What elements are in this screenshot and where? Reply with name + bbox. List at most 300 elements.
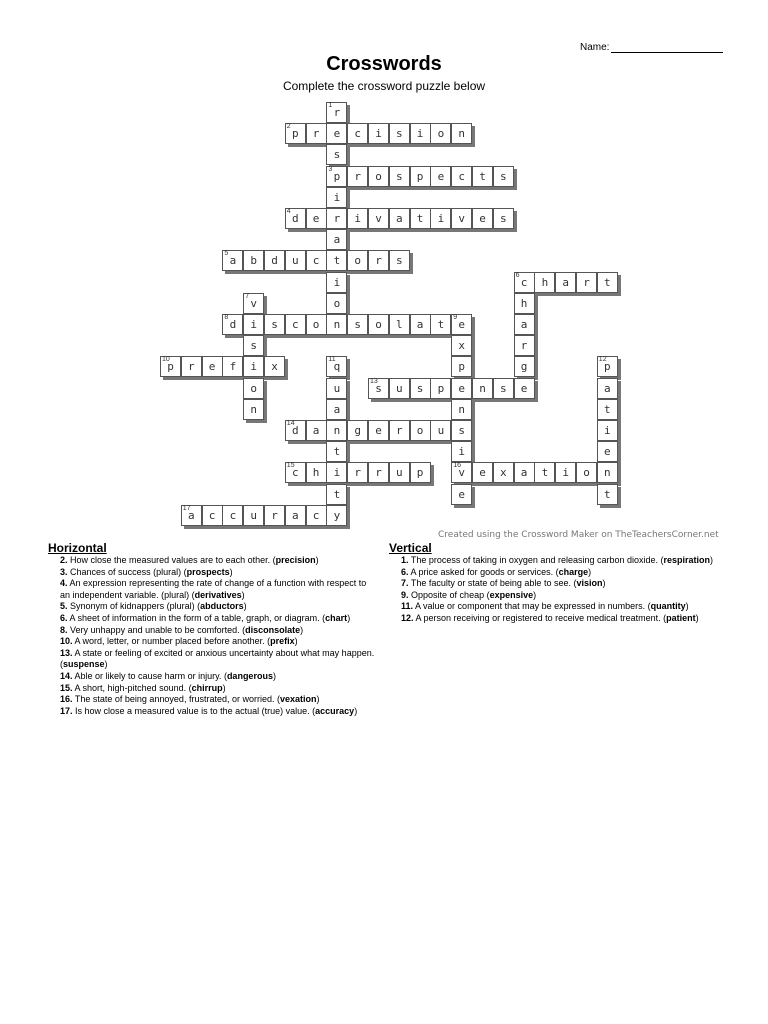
grid-cell[interactable] <box>410 314 431 335</box>
clue-number: 1. <box>401 555 409 565</box>
clue-answer: derivatives <box>194 589 242 600</box>
clue-number: 9. <box>401 589 409 600</box>
grid-cell[interactable] <box>451 123 472 144</box>
cell-letter: n <box>458 127 465 141</box>
grid-cell[interactable] <box>306 250 327 271</box>
grid-cell[interactable] <box>347 123 368 144</box>
grid-cell[interactable] <box>430 123 451 144</box>
clue-answer: prefix <box>270 636 295 647</box>
grid-cell[interactable] <box>243 314 264 335</box>
grid-cell[interactable] <box>389 420 410 441</box>
grid-cell[interactable] <box>264 250 285 271</box>
clue-number: 12. <box>401 612 414 623</box>
cell-letter: c <box>291 466 299 480</box>
clue-number: 10. <box>60 636 73 647</box>
grid-cell[interactable] <box>326 462 347 483</box>
grid-cell[interactable] <box>368 208 389 229</box>
vertical-clue-list <box>389 555 729 625</box>
grid-cell[interactable] <box>347 462 368 483</box>
clue-item: 15. A short, high-pitched sound. (chirrup) <box>60 682 226 693</box>
cell-letter: e <box>375 424 382 437</box>
grid-cell[interactable] <box>326 484 347 505</box>
grid-cell[interactable] <box>222 314 243 335</box>
cell-number: 17 <box>182 504 191 512</box>
clue-text: Synonym of kidnappers (plural) <box>70 601 195 612</box>
grid-cell[interactable] <box>326 208 347 229</box>
grid-cell[interactable] <box>472 378 493 399</box>
grid-cell[interactable] <box>326 229 347 250</box>
grid-cell[interactable] <box>243 378 264 399</box>
cell-number: 1 <box>328 102 333 109</box>
cell-number: 5 <box>224 250 229 258</box>
cell-letter: a <box>291 508 299 522</box>
grid-cell[interactable] <box>160 356 181 377</box>
grid-cell[interactable] <box>534 462 555 483</box>
grid-cell[interactable] <box>430 208 451 229</box>
cell-letter: t <box>333 487 341 501</box>
grid-cell[interactable] <box>597 462 618 483</box>
grid-cell[interactable] <box>306 462 327 483</box>
clue-number: 11. <box>401 601 414 612</box>
cell-letter: i <box>250 360 257 374</box>
grid-cell[interactable] <box>430 166 451 187</box>
cell-letter: s <box>375 381 382 395</box>
clue-answer: disconsolate <box>245 624 301 635</box>
grid-cell[interactable] <box>451 420 472 441</box>
clue-item: 12. A person receiving or registered to receive medical treatment. (patient) <box>401 612 699 623</box>
grid-cell[interactable] <box>368 250 389 271</box>
cell-letter: o <box>333 296 341 310</box>
cell-letter: i <box>458 445 465 459</box>
clue-answer: accuracy <box>315 705 355 716</box>
cell-letter: q <box>333 360 341 374</box>
grid-cell[interactable] <box>326 378 347 399</box>
grid-cell[interactable] <box>326 399 347 420</box>
cell-letter: p <box>416 466 424 480</box>
cell-letter: x <box>458 339 465 353</box>
cell-letter: u <box>437 424 445 437</box>
grid-cell[interactable] <box>222 356 243 377</box>
page-subtitle: Complete the crossword puzzle below <box>282 79 486 93</box>
cell-letter: u <box>395 381 403 395</box>
cell-letter: d <box>291 212 299 225</box>
grid-cell[interactable] <box>326 144 347 165</box>
clue-answer: suspense <box>63 659 105 670</box>
grid-cell[interactable] <box>347 208 368 229</box>
grid-cell[interactable] <box>347 420 368 441</box>
cell-letter: r <box>520 339 528 353</box>
cell-letter: g <box>520 360 528 374</box>
cell-letter: t <box>416 212 424 225</box>
grid-cell[interactable] <box>410 166 431 187</box>
cell-letter: u <box>250 508 257 522</box>
clue-item: 17. Is how close a measured value is to the actual (true) value. (accuracy) <box>60 705 358 716</box>
grid-cell[interactable] <box>597 399 618 420</box>
clue-number: 16. <box>60 694 73 705</box>
cell-letter: r <box>271 508 278 522</box>
cell-letter: t <box>333 254 341 268</box>
cell-letter: c <box>291 318 299 331</box>
cell-letter: i <box>603 424 611 437</box>
clue-answer: expensive <box>489 589 534 600</box>
grid-cell[interactable] <box>514 314 535 335</box>
grid-cell[interactable] <box>243 250 264 271</box>
cell-letter: e <box>333 127 341 141</box>
cell-letter: s <box>416 381 424 395</box>
cell-letter: e <box>520 381 528 395</box>
cell-letter: p <box>333 169 341 183</box>
cell-letter: a <box>416 318 424 331</box>
grid-cell[interactable] <box>514 462 535 483</box>
clue-text: A person receiving or registered to receive medical treatment. <box>415 612 661 623</box>
grid-cell[interactable] <box>326 293 347 314</box>
clue-text: A sheet of information in the form of a table, graph, or diagram. <box>69 612 320 623</box>
grid-cell[interactable] <box>181 505 202 526</box>
cell-letter: r <box>354 169 361 183</box>
grid-cell[interactable] <box>472 208 493 229</box>
grid-cell[interactable] <box>493 378 514 399</box>
grid-cell[interactable] <box>347 250 368 271</box>
clue-text: Chances of success (plural) <box>70 566 182 577</box>
grid-cell[interactable] <box>451 166 472 187</box>
grid-cell[interactable] <box>410 420 431 441</box>
grid-cell[interactable] <box>389 208 410 229</box>
cell-letter: s <box>354 318 361 331</box>
cell-letter: a <box>520 318 528 331</box>
cell-letter: h <box>312 466 320 480</box>
grid-cell[interactable] <box>555 462 576 483</box>
cell-letter: c <box>312 508 320 522</box>
grid-cell[interactable] <box>368 378 389 399</box>
cell-letter: r <box>583 275 590 289</box>
grid-cell[interactable] <box>430 420 451 441</box>
grid-cell[interactable] <box>243 293 264 314</box>
cell-letter: c <box>208 508 216 522</box>
grid-cell[interactable] <box>306 208 327 229</box>
clue-item: 6. A price asked for goods or services. (charge) <box>401 566 592 577</box>
grid-cell[interactable] <box>264 505 285 526</box>
grid-cell[interactable] <box>181 356 202 377</box>
grid-cell[interactable] <box>347 166 368 187</box>
grid-cell[interactable] <box>202 505 223 526</box>
grid-cell[interactable] <box>576 462 597 483</box>
cell-letter: h <box>520 296 528 310</box>
cell-letter: a <box>395 212 403 225</box>
cell-letter: a <box>603 381 611 395</box>
clue-text: Is how close a measured value is to the actual (true) value. <box>75 705 310 716</box>
cell-letter: n <box>250 402 257 416</box>
cell-letter: a <box>187 508 195 522</box>
cell-letter: r <box>395 424 403 437</box>
grid-cell[interactable] <box>472 166 493 187</box>
grid-cell[interactable] <box>368 123 389 144</box>
grid-cell[interactable] <box>451 356 472 377</box>
grid-cell[interactable] <box>285 505 306 526</box>
clue-answer: precision <box>275 555 316 565</box>
grid-cell[interactable] <box>326 356 347 377</box>
grid-cell[interactable] <box>597 420 618 441</box>
cell-number: 8 <box>224 314 229 321</box>
cell-letter: o <box>312 318 320 331</box>
grid-cell[interactable] <box>514 356 535 377</box>
cell-letter: v <box>250 296 257 310</box>
grid-cell[interactable] <box>202 356 223 377</box>
clue-number: 2. <box>60 555 68 565</box>
grid-cell[interactable] <box>597 378 618 399</box>
cell-letter: c <box>354 127 361 141</box>
grid-cell[interactable] <box>368 462 389 483</box>
cell-letter: r <box>354 466 361 480</box>
cell-letter: e <box>479 466 486 480</box>
cell-letter: u <box>395 466 403 480</box>
grid-cell[interactable] <box>326 272 347 293</box>
cell-letter: s <box>458 424 465 437</box>
cell-letter: t <box>603 402 611 416</box>
cell-letter: i <box>250 318 257 331</box>
grid-cell[interactable] <box>430 314 451 335</box>
cell-letter: s <box>499 212 507 225</box>
grid-cell[interactable] <box>264 314 285 335</box>
cell-letter: t <box>603 487 611 501</box>
cell-letter: a <box>333 402 341 416</box>
grid-cell[interactable] <box>326 250 347 271</box>
grid-cell[interactable] <box>514 378 535 399</box>
cell-letter: r <box>333 106 341 119</box>
cell-number: 11 <box>328 356 336 364</box>
clue-text: How close the measured values are to each other. <box>70 555 271 565</box>
clue-item: 14. Able or likely to cause harm or injury. (dangerous) <box>60 670 276 681</box>
grid-cell[interactable] <box>326 441 347 462</box>
clue-item: 16. The state of being annoyed, frustrated, or worried. (vexation) <box>60 694 320 705</box>
cell-letter: u <box>291 254 299 268</box>
clue-text: A short, high-pitched sound. <box>74 682 187 693</box>
grid-cell[interactable] <box>597 441 618 462</box>
cell-number: 6 <box>515 271 520 279</box>
grid-cell[interactable] <box>451 378 472 399</box>
grid-cell[interactable] <box>451 484 472 505</box>
cell-letter: a <box>520 466 528 480</box>
clue-item: 5. Synonym of kidnappers (plural) (abductors) <box>60 601 247 612</box>
grid-cell[interactable] <box>243 335 264 356</box>
clue-number: 13. <box>60 647 73 658</box>
grid-cell[interactable] <box>285 250 306 271</box>
grid-cell[interactable] <box>493 166 514 187</box>
cell-letter: v <box>458 466 465 480</box>
clue-number: 8. <box>60 624 68 635</box>
grid-cell[interactable] <box>243 399 264 420</box>
cell-letter: o <box>437 127 445 141</box>
clue-answer: patient <box>666 612 696 623</box>
cell-number: 15 <box>286 462 295 470</box>
cell-letter: f <box>229 360 237 374</box>
grid-cell[interactable] <box>410 462 431 483</box>
cell-letter: o <box>583 466 590 480</box>
grid-cell[interactable] <box>597 484 618 505</box>
clue-text: Very unhappy and unable to be comforted. <box>70 624 240 635</box>
cell-letter: e <box>437 169 445 183</box>
grid-cell[interactable] <box>389 378 410 399</box>
grid-cell[interactable] <box>285 314 306 335</box>
clue-answer: abductors <box>200 601 244 612</box>
grid-cell[interactable] <box>451 208 472 229</box>
cell-letter: i <box>437 212 445 225</box>
grid-cell[interactable] <box>389 250 410 271</box>
cell-letter: t <box>541 466 549 480</box>
cell-letter: p <box>416 169 424 183</box>
cell-letter: s <box>395 254 403 268</box>
clue-item: 10. A word, letter, or number placed before another. (prefix) <box>60 636 298 647</box>
cell-letter: a <box>333 233 341 247</box>
cell-letter: i <box>562 466 569 480</box>
cell-letter: n <box>458 402 465 416</box>
grid-cell[interactable] <box>306 314 327 335</box>
cell-letter: a <box>312 424 320 437</box>
clue-number: 7. <box>401 578 409 589</box>
grid-cell[interactable] <box>285 420 306 441</box>
grid-cell[interactable] <box>326 187 347 208</box>
grid-cell[interactable] <box>597 272 618 293</box>
clue-number: 17. <box>60 705 73 716</box>
grid-cell[interactable] <box>222 505 243 526</box>
cell-letter: b <box>250 254 257 268</box>
clue-item: 4. An expression representing the rate of change of a function with respect to an independent variable. (plural) (derivatives) <box>60 578 367 600</box>
grid-cell[interactable] <box>285 208 306 229</box>
cell-letter: o <box>250 381 257 395</box>
grid-cell[interactable] <box>555 272 576 293</box>
cell-letter: t <box>437 318 445 331</box>
cell-letter: e <box>603 445 611 459</box>
grid-cell[interactable] <box>306 420 327 441</box>
grid-cell[interactable] <box>389 462 410 483</box>
cell-letter: e <box>479 212 486 225</box>
cell-letter: c <box>312 254 320 268</box>
cell-number: 7 <box>245 292 250 300</box>
grid-cell[interactable] <box>326 102 347 123</box>
cell-letter: p <box>603 360 611 374</box>
cell-letter: y <box>333 508 341 522</box>
grid-cell[interactable] <box>389 314 410 335</box>
cell-letter: v <box>458 212 465 225</box>
page-title: Crosswords <box>326 53 442 75</box>
clue-text: A state or feeling of excited or anxious uncertainty about what may happen. <box>74 647 375 658</box>
cell-letter: n <box>603 466 611 480</box>
grid-cell[interactable] <box>347 314 368 335</box>
clue-text: A word, letter, or number placed before another. <box>74 636 265 647</box>
grid-cell[interactable] <box>368 166 389 187</box>
grid-cell[interactable] <box>472 462 493 483</box>
grid-cell[interactable] <box>326 420 347 441</box>
grid-cell[interactable] <box>389 123 410 144</box>
grid-cell[interactable] <box>389 166 410 187</box>
grid-cell[interactable] <box>326 123 347 144</box>
grid-cell[interactable] <box>285 123 306 144</box>
clue-item: 6. A sheet of information in the form of a table, graph, or diagram. (chart) <box>60 612 351 623</box>
clue-answer: chart <box>325 612 348 623</box>
cell-letter: e <box>208 360 216 374</box>
cell-letter: s <box>271 318 278 331</box>
clue-item: 3. Chances of success (plural) (prospects) <box>60 566 233 577</box>
grid-cell[interactable] <box>410 208 431 229</box>
cell-letter: s <box>499 169 507 183</box>
clue-answer: quantity <box>650 601 686 612</box>
cell-letter: d <box>291 424 299 437</box>
grid-cell[interactable] <box>306 505 327 526</box>
grid-cell[interactable] <box>451 462 472 483</box>
grid-cell[interactable] <box>451 399 472 420</box>
cell-letter: o <box>375 318 382 331</box>
cell-letter: g <box>354 424 361 437</box>
grid-cell[interactable] <box>243 505 264 526</box>
cell-letter: n <box>333 424 341 437</box>
cell-letter: t <box>479 169 486 183</box>
grid-cell[interactable] <box>451 441 472 462</box>
cell-letter: p <box>291 127 299 141</box>
grid-cell[interactable] <box>430 378 451 399</box>
grid-cell[interactable] <box>514 335 535 356</box>
grid-cell[interactable] <box>410 378 431 399</box>
grid-cell[interactable] <box>306 123 327 144</box>
clue-answer: chirrup <box>191 682 223 693</box>
cell-number: 4 <box>286 208 291 215</box>
cell-letter: c <box>458 169 465 183</box>
grid-cell[interactable] <box>493 462 514 483</box>
grid-cell[interactable] <box>576 272 597 293</box>
grid-cell[interactable] <box>451 314 472 335</box>
cell-number: 9 <box>453 314 458 321</box>
cell-number: 10 <box>162 356 170 364</box>
grid-cell[interactable] <box>222 250 243 271</box>
grid-cell[interactable] <box>410 123 431 144</box>
cell-letter: d <box>271 254 278 268</box>
grid-cell[interactable] <box>326 314 347 335</box>
grid-cell[interactable] <box>597 356 618 377</box>
cell-letter: r <box>333 212 341 225</box>
grid-cell[interactable] <box>451 335 472 356</box>
horizontal-heading: Horizontal <box>48 541 107 555</box>
clue-text: Able or likely to cause harm or injury. <box>74 670 222 681</box>
cell-letter: s <box>333 148 341 162</box>
grid-cell[interactable] <box>368 314 389 335</box>
clue-text: The process of taking in oxygen and releasing carbon dioxide. <box>410 555 659 565</box>
cell-letter: h <box>541 275 549 289</box>
grid-cell[interactable] <box>368 420 389 441</box>
cell-letter: c <box>520 275 528 289</box>
cell-letter: c <box>229 508 237 522</box>
grid-cell[interactable] <box>326 505 347 526</box>
clue-number: 3. <box>60 566 68 577</box>
grid-cell[interactable] <box>514 293 535 314</box>
grid-cell[interactable] <box>514 272 535 293</box>
grid-cell[interactable] <box>493 208 514 229</box>
cell-letter: e <box>458 381 465 395</box>
cell-letter: x <box>499 466 507 480</box>
grid-cell[interactable] <box>264 356 285 377</box>
grid-cell[interactable] <box>534 272 555 293</box>
clue-item: 1. The process of taking in oxygen and releasing carbon dioxide. (respiration) <box>401 555 714 565</box>
cell-letter: r <box>312 127 320 141</box>
grid-cell[interactable] <box>285 462 306 483</box>
clue-text: The faculty or state of being able to see. <box>410 578 571 589</box>
cell-letter: i <box>333 466 341 480</box>
cell-letter: i <box>375 127 382 141</box>
cell-letter: n <box>333 318 341 331</box>
clue-number: 14. <box>60 670 73 681</box>
grid-cell[interactable] <box>326 166 347 187</box>
cell-letter: u <box>333 381 341 395</box>
clue-item: 8. Very unhappy and unable to be comforted. (disconsolate) <box>60 624 304 635</box>
clue-number: 15. <box>60 682 73 693</box>
grid-cell[interactable] <box>243 356 264 377</box>
